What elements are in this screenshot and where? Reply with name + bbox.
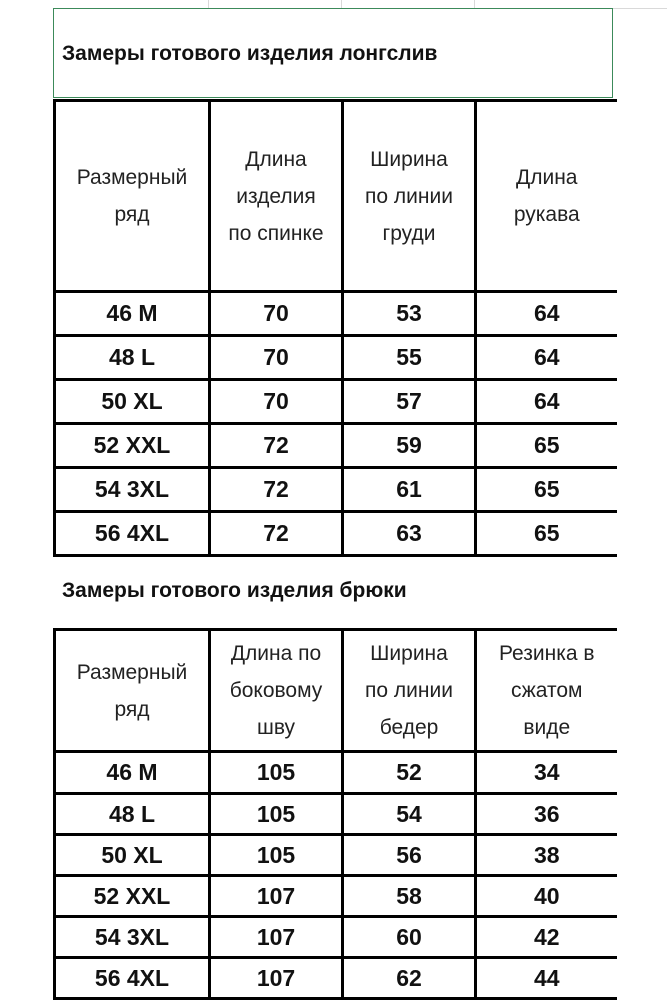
- header-line: сжатом: [510, 679, 583, 702]
- size-cell: 48 L: [55, 794, 210, 835]
- value-cell-1: 70: [210, 380, 343, 424]
- header-hip-width: [343, 630, 476, 752]
- value-cell-1: 72: [210, 512, 343, 556]
- value-cell-2: 62: [343, 958, 476, 999]
- value-cell-1: 105: [210, 752, 343, 794]
- value-cell-2: 63: [343, 512, 476, 556]
- value-cell-2: 58: [343, 876, 476, 917]
- size-cell: 52 XXL: [55, 424, 210, 468]
- size-table-longsleeve: [53, 99, 617, 557]
- table-row: [55, 958, 617, 999]
- value-cell-2: 61: [343, 468, 476, 512]
- value-cell-2: 55: [343, 336, 476, 380]
- header-back-length: [210, 101, 343, 292]
- header-size: [55, 101, 210, 292]
- size-cell: 50 XL: [55, 835, 210, 876]
- size-cell: 54 3XL: [55, 468, 210, 512]
- table-row: [55, 424, 617, 468]
- size-cell: 56 4XL: [55, 512, 210, 556]
- table-row: [55, 336, 617, 380]
- header-line: ряд: [114, 697, 150, 721]
- header-line: бедер: [379, 716, 439, 739]
- value-cell-1: 72: [210, 468, 343, 512]
- value-cell-1: 107: [210, 917, 343, 958]
- value-cell-3: 40: [476, 876, 617, 917]
- value-cell-1: 107: [210, 958, 343, 999]
- header-line: виде: [523, 716, 571, 739]
- value-cell-1: 70: [210, 292, 343, 336]
- value-cell-1: 107: [210, 876, 343, 917]
- size-cell: 52 XXL: [55, 876, 210, 917]
- table-row: [55, 917, 617, 958]
- header-line: по линии: [365, 184, 453, 208]
- header-line: изделия: [236, 184, 316, 208]
- table-header-row: [55, 101, 617, 292]
- header-line: Размерный: [76, 166, 188, 189]
- size-cell: 48 L: [55, 336, 210, 380]
- value-cell-1: 105: [210, 794, 343, 835]
- value-cell-3: 65: [476, 468, 617, 512]
- value-cell-2: 57: [343, 380, 476, 424]
- table-row: [55, 835, 617, 876]
- header-line: боковому: [229, 679, 323, 702]
- value-cell-2: 60: [343, 917, 476, 958]
- header-line: по спинке: [228, 221, 324, 245]
- header-line: Длина: [245, 147, 307, 171]
- size-table-trousers: [53, 628, 617, 1000]
- value-cell-3: 44: [476, 958, 617, 999]
- value-cell-3: 42: [476, 917, 617, 958]
- table-title-trousers: Замеры готового изделия брюки: [62, 579, 407, 602]
- header-size: [55, 630, 210, 752]
- header-line: ряд: [114, 203, 150, 226]
- header-line: Размерный: [76, 660, 188, 684]
- size-cell: 54 3XL: [55, 917, 210, 958]
- header-chest-width: [343, 101, 476, 292]
- size-cell: 46 M: [55, 292, 210, 336]
- value-cell-3: 64: [476, 292, 617, 336]
- table-row: [55, 380, 617, 424]
- header-line: Ширина: [370, 147, 448, 171]
- value-cell-3: 36: [476, 794, 617, 835]
- header-line: шву: [256, 716, 296, 739]
- header-waistband: [476, 630, 617, 752]
- value-cell-3: 64: [476, 380, 617, 424]
- value-cell-2: 59: [343, 424, 476, 468]
- table-row: [55, 794, 617, 835]
- table-row: [55, 468, 617, 512]
- header-line: груди: [382, 221, 436, 245]
- header-line: Ширина: [370, 642, 448, 665]
- header-line: Длина по: [230, 642, 322, 665]
- value-cell-2: 53: [343, 292, 476, 336]
- size-cell: 56 4XL: [55, 958, 210, 999]
- table-row: [55, 876, 617, 917]
- value-cell-2: 54: [343, 794, 476, 835]
- header-side-length: [210, 630, 343, 752]
- table-row: [55, 512, 617, 556]
- header-line: Длина: [516, 166, 578, 189]
- size-cell: 50 XL: [55, 380, 210, 424]
- header-line: рукава: [513, 203, 580, 226]
- value-cell-3: 65: [476, 512, 617, 556]
- value-cell-1: 72: [210, 424, 343, 468]
- table-row: [55, 752, 617, 794]
- value-cell-1: 105: [210, 835, 343, 876]
- header-line: по линии: [365, 679, 453, 702]
- value-cell-2: 56: [343, 835, 476, 876]
- table-header-row: [55, 630, 617, 752]
- value-cell-3: 65: [476, 424, 617, 468]
- value-cell-3: 38: [476, 835, 617, 876]
- table-row: [55, 292, 617, 336]
- value-cell-2: 52: [343, 752, 476, 794]
- size-cell: 46 M: [55, 752, 210, 794]
- value-cell-3: 64: [476, 336, 617, 380]
- value-cell-1: 70: [210, 336, 343, 380]
- header-sleeve-length: [476, 101, 617, 292]
- value-cell-3: 34: [476, 752, 617, 794]
- header-line: Резинка в: [498, 642, 595, 665]
- table-title-longsleeve: Замеры готового изделия лонгслив: [62, 42, 438, 65]
